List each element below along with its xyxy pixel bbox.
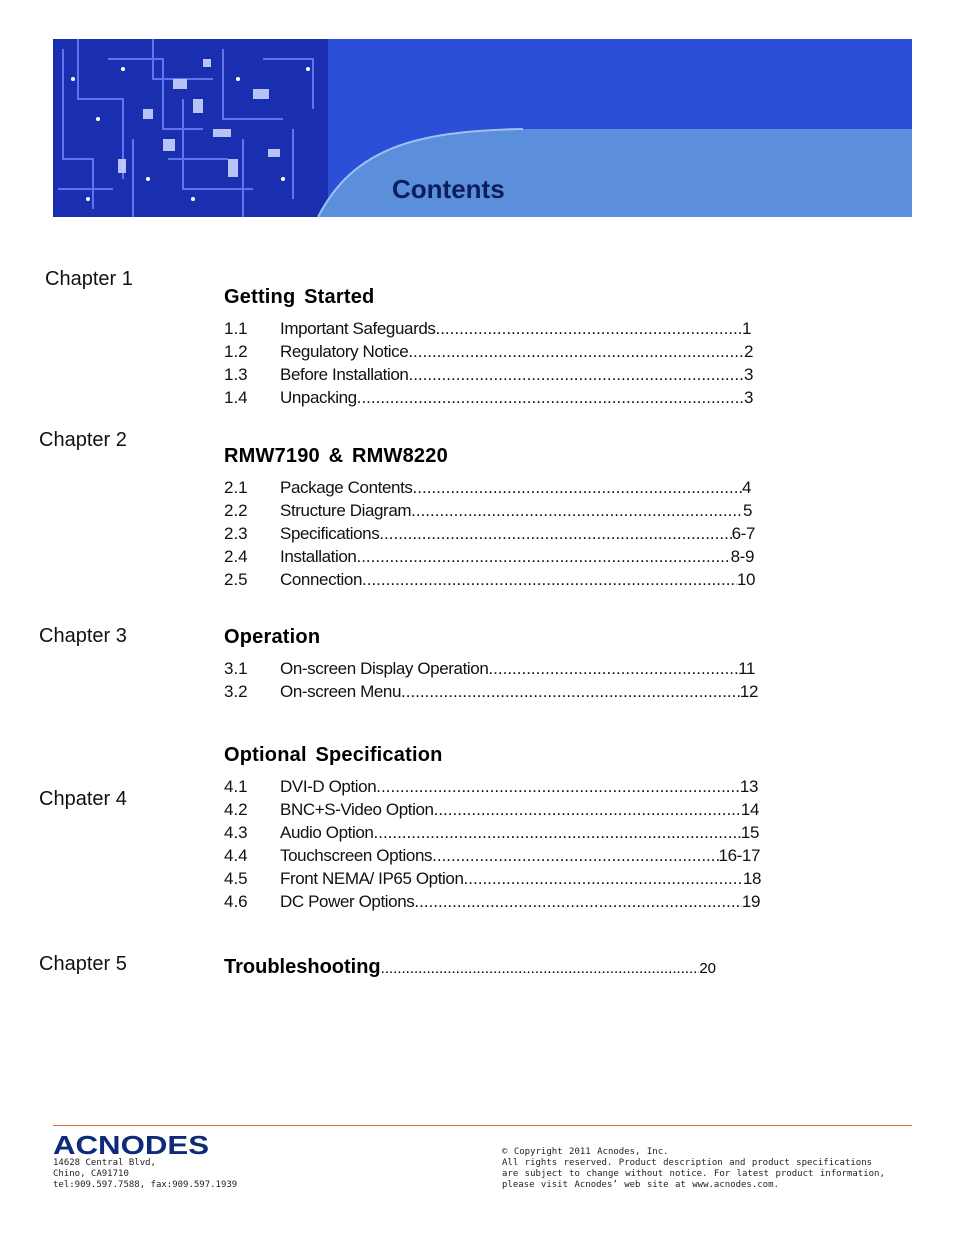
copyright-line: All rights reserved. Product description and product specifications (502, 1158, 873, 1168)
entry-page: 5 (742, 501, 752, 520)
toc-entry[interactable] (224, 681, 758, 703)
entry-title: Important Safeguards (280, 319, 436, 338)
entry-number: 1.1 (224, 319, 248, 338)
entry-number: 4.5 (224, 869, 248, 888)
dot-leader (435, 318, 741, 340)
toc-entry[interactable] (224, 776, 758, 798)
entry-title: On-screen Display Operation (280, 659, 489, 678)
page-title: Contents (392, 174, 505, 204)
copyright-line: please visit Acnodes’ web site at www.acnodes.com. (502, 1180, 779, 1190)
toc-entry[interactable] (224, 868, 761, 890)
entry-number: 4.6 (224, 892, 248, 911)
entry-title: BNC+S-Video Option (280, 800, 434, 819)
entry-number: 1.2 (224, 342, 248, 361)
toc-entry[interactable] (224, 318, 751, 340)
entry-title: Unpacking (280, 388, 357, 407)
dot-leader (414, 891, 742, 913)
dot-leader (434, 799, 741, 821)
acnodes-logo (53, 1132, 209, 1156)
dot-leader (408, 341, 744, 363)
entry-page: 11 (738, 659, 755, 678)
toc-entry[interactable] (224, 546, 754, 568)
entry-page: 2 (743, 342, 753, 361)
toc-entry[interactable] (224, 341, 753, 363)
dot-leader (381, 956, 700, 982)
entry-number: 4.3 (224, 823, 248, 842)
entry-page: 14 (740, 800, 759, 819)
entry-number: 1.3 (224, 365, 248, 384)
entry-title: Specifications (280, 524, 380, 543)
toc-entry[interactable] (224, 500, 752, 522)
entry-title: Regulatory Notice (280, 342, 409, 361)
section-title: RMW7190 & RMW8220 (224, 445, 448, 467)
entry-number: 2.5 (224, 570, 248, 589)
section-title: Troubleshooting (224, 956, 381, 978)
section-title: Getting Started (224, 286, 375, 308)
entry-page: 10 (736, 570, 755, 589)
entry-title: Package Contents (280, 478, 413, 497)
dot-leader (411, 500, 743, 522)
entry-page: 15 (740, 823, 759, 842)
chapter-label: Chapter 2 (39, 429, 127, 451)
entry-number: 3.1 (224, 659, 248, 678)
toc-entry[interactable] (224, 845, 760, 867)
entry-page: 12 (739, 682, 758, 701)
entry-page: 20 (699, 960, 716, 977)
chapter-label: Chapter 3 (39, 625, 127, 647)
entry-number: 2.4 (224, 547, 248, 566)
dot-leader (362, 569, 737, 591)
entry-title: DVI-D Option (280, 777, 377, 796)
dot-leader (408, 364, 743, 386)
toc-entry[interactable] (224, 822, 759, 844)
toc-entry[interactable] (224, 477, 751, 499)
entry-number: 2.1 (224, 478, 248, 497)
copyright-line: © Copyright 2011 Acnodes, Inc. (502, 1147, 669, 1157)
address-line: Chino, CA91710 (53, 1169, 129, 1179)
dot-leader (356, 546, 730, 568)
dot-leader (464, 868, 743, 890)
toc-entry[interactable] (224, 569, 755, 591)
entry-page: 8-9 (730, 547, 754, 566)
dot-leader (379, 523, 731, 545)
entry-page: 16-17 (718, 846, 760, 865)
entry-number: 4.4 (224, 846, 248, 865)
dot-leader (432, 845, 718, 867)
section-title: Operation (224, 626, 321, 648)
entry-number: 3.2 (224, 682, 248, 701)
chapter-label: Chapter 5 (39, 953, 127, 975)
dot-leader (357, 387, 744, 409)
contact-line: tel:909.597.7588, fax:909.597.1939 (53, 1180, 238, 1190)
entry-title: On-screen Menu (280, 682, 402, 701)
toc-entry-troubleshooting[interactable] (224, 954, 716, 980)
entry-page: 1 (741, 319, 751, 338)
address-line: 14628 Central Blvd, (53, 1158, 156, 1168)
entry-title: Audio Option (280, 823, 374, 842)
entry-title: Before Installation (280, 365, 409, 384)
dot-leader (488, 658, 738, 680)
entry-title: Installation (280, 547, 357, 566)
toc-entry[interactable] (224, 658, 755, 680)
entry-page: 18 (742, 869, 761, 888)
dot-leader (374, 822, 741, 844)
toc-entry[interactable] (224, 523, 755, 545)
entry-title: Connection (280, 570, 363, 589)
dot-leader (401, 681, 740, 703)
entry-number: 2.3 (224, 524, 248, 543)
section-title: Optional Specification (224, 744, 443, 766)
entry-title: Structure Diagram (280, 501, 412, 520)
copyright-line: are subject to change without notice. For latest product information, (502, 1169, 885, 1179)
entry-page: 13 (739, 777, 758, 796)
toc-entry[interactable] (224, 891, 760, 913)
entry-page: 3 (743, 365, 753, 384)
entry-number: 4.1 (224, 777, 248, 796)
toc-entry[interactable] (224, 364, 753, 386)
entry-page: 3 (743, 388, 753, 407)
entry-page: 4 (741, 478, 751, 497)
entry-page: 19 (741, 892, 760, 911)
chapter-label: Chapter 1 (45, 268, 133, 290)
toc-entry[interactable] (224, 387, 753, 409)
logo-text: ACNODES (53, 1132, 209, 1156)
toc-entry[interactable] (224, 799, 759, 821)
entry-number: 1.4 (224, 388, 248, 407)
chapter-label: Chpater 4 (39, 788, 127, 810)
entry-number: 2.2 (224, 501, 248, 520)
entry-title: Touchscreen Options (280, 846, 433, 865)
entry-title: Front NEMA/ IP65 Option (280, 869, 464, 888)
dot-leader (376, 776, 740, 798)
entry-title: DC Power Options (280, 892, 415, 911)
dot-leader (413, 477, 742, 499)
footer-divider (53, 1125, 912, 1126)
entry-page: 6-7 (731, 524, 755, 543)
entry-number: 4.2 (224, 800, 248, 819)
